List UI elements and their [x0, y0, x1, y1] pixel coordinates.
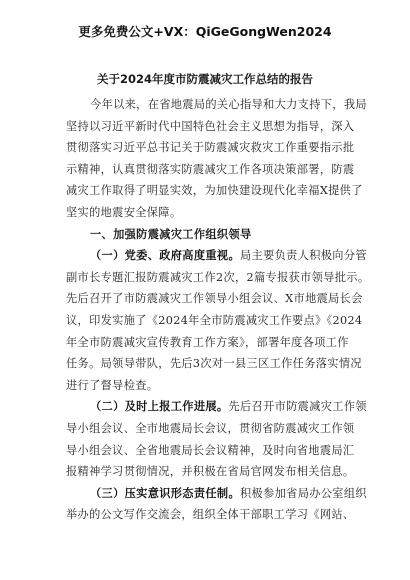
intro-line: 示精神，认真贯彻落实防震减灾工作各项决策部署，防震 — [66, 162, 355, 176]
subsection-3-text: 积极参加省局办公室组织 — [240, 486, 367, 500]
paragraph-line: 任务。局领导带队，先后3次对一县三区工作任务落实情况 — [66, 357, 362, 371]
paragraph-line: 进行了督导检查。 — [66, 378, 159, 392]
subsection-2-text: 先后召开市防震减灾工作领 — [228, 400, 367, 414]
intro-line: 坚实的地震安全保障。 — [66, 205, 182, 219]
subsection-1-heading: （一）党委、政府高度重视。 — [90, 249, 240, 263]
subsection-1-text: 局主要负责人积极向分管 — [240, 249, 367, 263]
document-body — [66, 94, 370, 526]
intro-line: 贯彻落实习近平总书记关于防震减灾救灾工作重要指示批 — [66, 141, 355, 155]
subsection-3-first-line — [66, 483, 367, 505]
subsection-1-first-line — [66, 245, 367, 267]
document-title: 关于2024年度市防震减灾工作总结的报告 — [96, 72, 313, 86]
subsection-3-heading: （三）压实意识形态责任制。 — [90, 486, 240, 500]
intro-line: 坚持以习近平新时代中国特色社会主义思想为指导，深入 — [66, 119, 355, 133]
subsection-2-heading: （二）及时上报工作进展。 — [90, 400, 229, 414]
paragraph-line: 先后召开了市防震减灾工作领导小组会议、X市地震局长会 — [66, 292, 363, 306]
paragraph-line: 议，印发实施了《2024年全市防震减灾工作要点》《2024 — [66, 313, 363, 327]
subsection-2-first-line — [66, 396, 367, 418]
paragraph-line: 报精神学习贯彻情况，并积极在省局官网发布相关信息。 — [66, 465, 355, 479]
section-heading: 一、加强防震减灾工作组织领导 — [90, 227, 252, 241]
paragraph-line: 年全市防震减灾宣传教育工作方案》，部署年度各项工作 — [66, 335, 349, 349]
paragraph-line: 导小组会议、全省地震局长会议精神，及时向省地震局汇 — [66, 443, 355, 457]
paragraph-line: 副市长专题汇报防震减灾工作2次，2篇专报获市领导批示。 — [66, 270, 370, 284]
paragraph-line: 举办的公文写作交流会，组织全体干部职工学习《网站、 — [66, 508, 355, 522]
paragraph-line: 导小组会议、全市地震局长会议，贯彻省防震减灾工作领 — [66, 421, 355, 435]
intro-line: 今年以来，在省地震局的关心指导和大力支持下，我局 — [90, 98, 367, 111]
intro-line: 减灾工作取得了明显实效，为加快建设现代化幸福X提供了 — [66, 184, 363, 198]
watermark-text: 更多免费公文+VX：QiGeGongWen2024 — [78, 24, 332, 39]
